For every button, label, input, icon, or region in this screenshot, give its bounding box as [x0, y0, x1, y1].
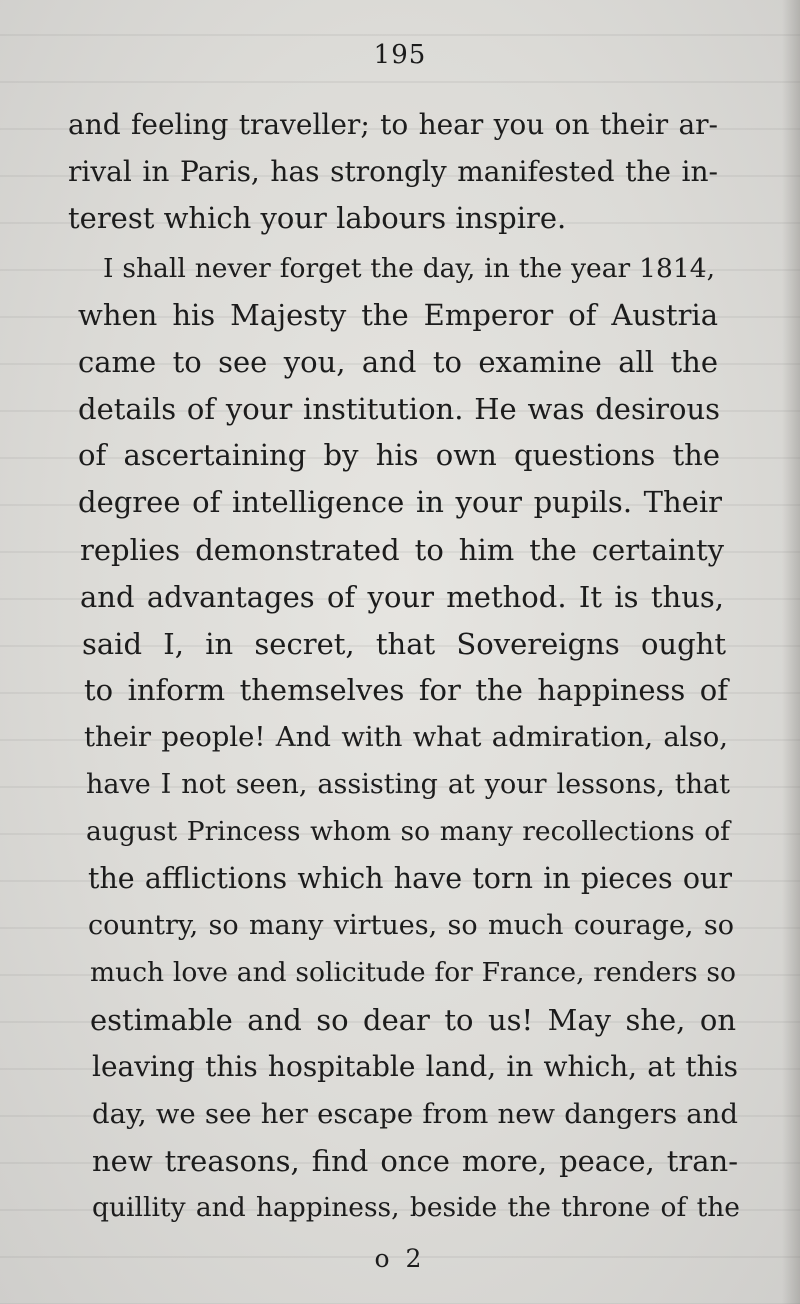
- text-line: day, we see her escape from new dangers and: [92, 1098, 738, 1130]
- text-line: the afflictions which have torn in pieces our: [88, 862, 732, 895]
- text-line: details of your institution. He was desirous: [78, 392, 720, 426]
- text-line: august Princess whom so many recollections of: [86, 816, 730, 847]
- text-line: I shall never forget the day, in the year 1814,: [103, 253, 715, 284]
- text-line: when his Majesty the Emperor of Austria: [78, 298, 718, 332]
- text-line: have I not seen, assisting at your lessons, that: [86, 769, 730, 800]
- text-line: leaving this hospitable land, in which, at this: [92, 1050, 738, 1083]
- text-line: new treasons, find once more, peace, tran-: [92, 1144, 738, 1178]
- page-number: 195: [373, 40, 427, 70]
- text-line: of ascertaining by his own questions the: [78, 438, 720, 472]
- text-line: replies demonstrated to him the certainty: [80, 533, 724, 567]
- text-line: much love and solicitude for France, renders so: [90, 957, 736, 988]
- text-line: degree of intelligence in your pupils. Their: [78, 485, 722, 519]
- text-line: to inform themselves for the happiness of: [84, 673, 728, 707]
- text-line: said I, in secret, that Sovereigns ought: [82, 627, 726, 661]
- signature-mark: o 2: [374, 1244, 426, 1273]
- page-edge-shadow: [782, 0, 800, 1304]
- text-line: estimable and so dear to us! May she, on: [90, 1003, 736, 1037]
- text-line: country, so many virtues, so much courage, so: [88, 910, 734, 941]
- text-line: came to see you, and to examine all the: [78, 345, 718, 379]
- text-line: their people! And with what admiration, also,: [84, 721, 728, 753]
- text-line: and feeling traveller; to hear you on their ar-: [68, 108, 718, 141]
- text-line: and advantages of your method. It is thus,: [80, 580, 724, 614]
- text-line: terest which your labours inspire.: [68, 201, 567, 235]
- text-line: rival in Paris, has strongly manifested the in-: [68, 155, 718, 188]
- text-line: quillity and happiness, beside the throne of the: [92, 1192, 740, 1223]
